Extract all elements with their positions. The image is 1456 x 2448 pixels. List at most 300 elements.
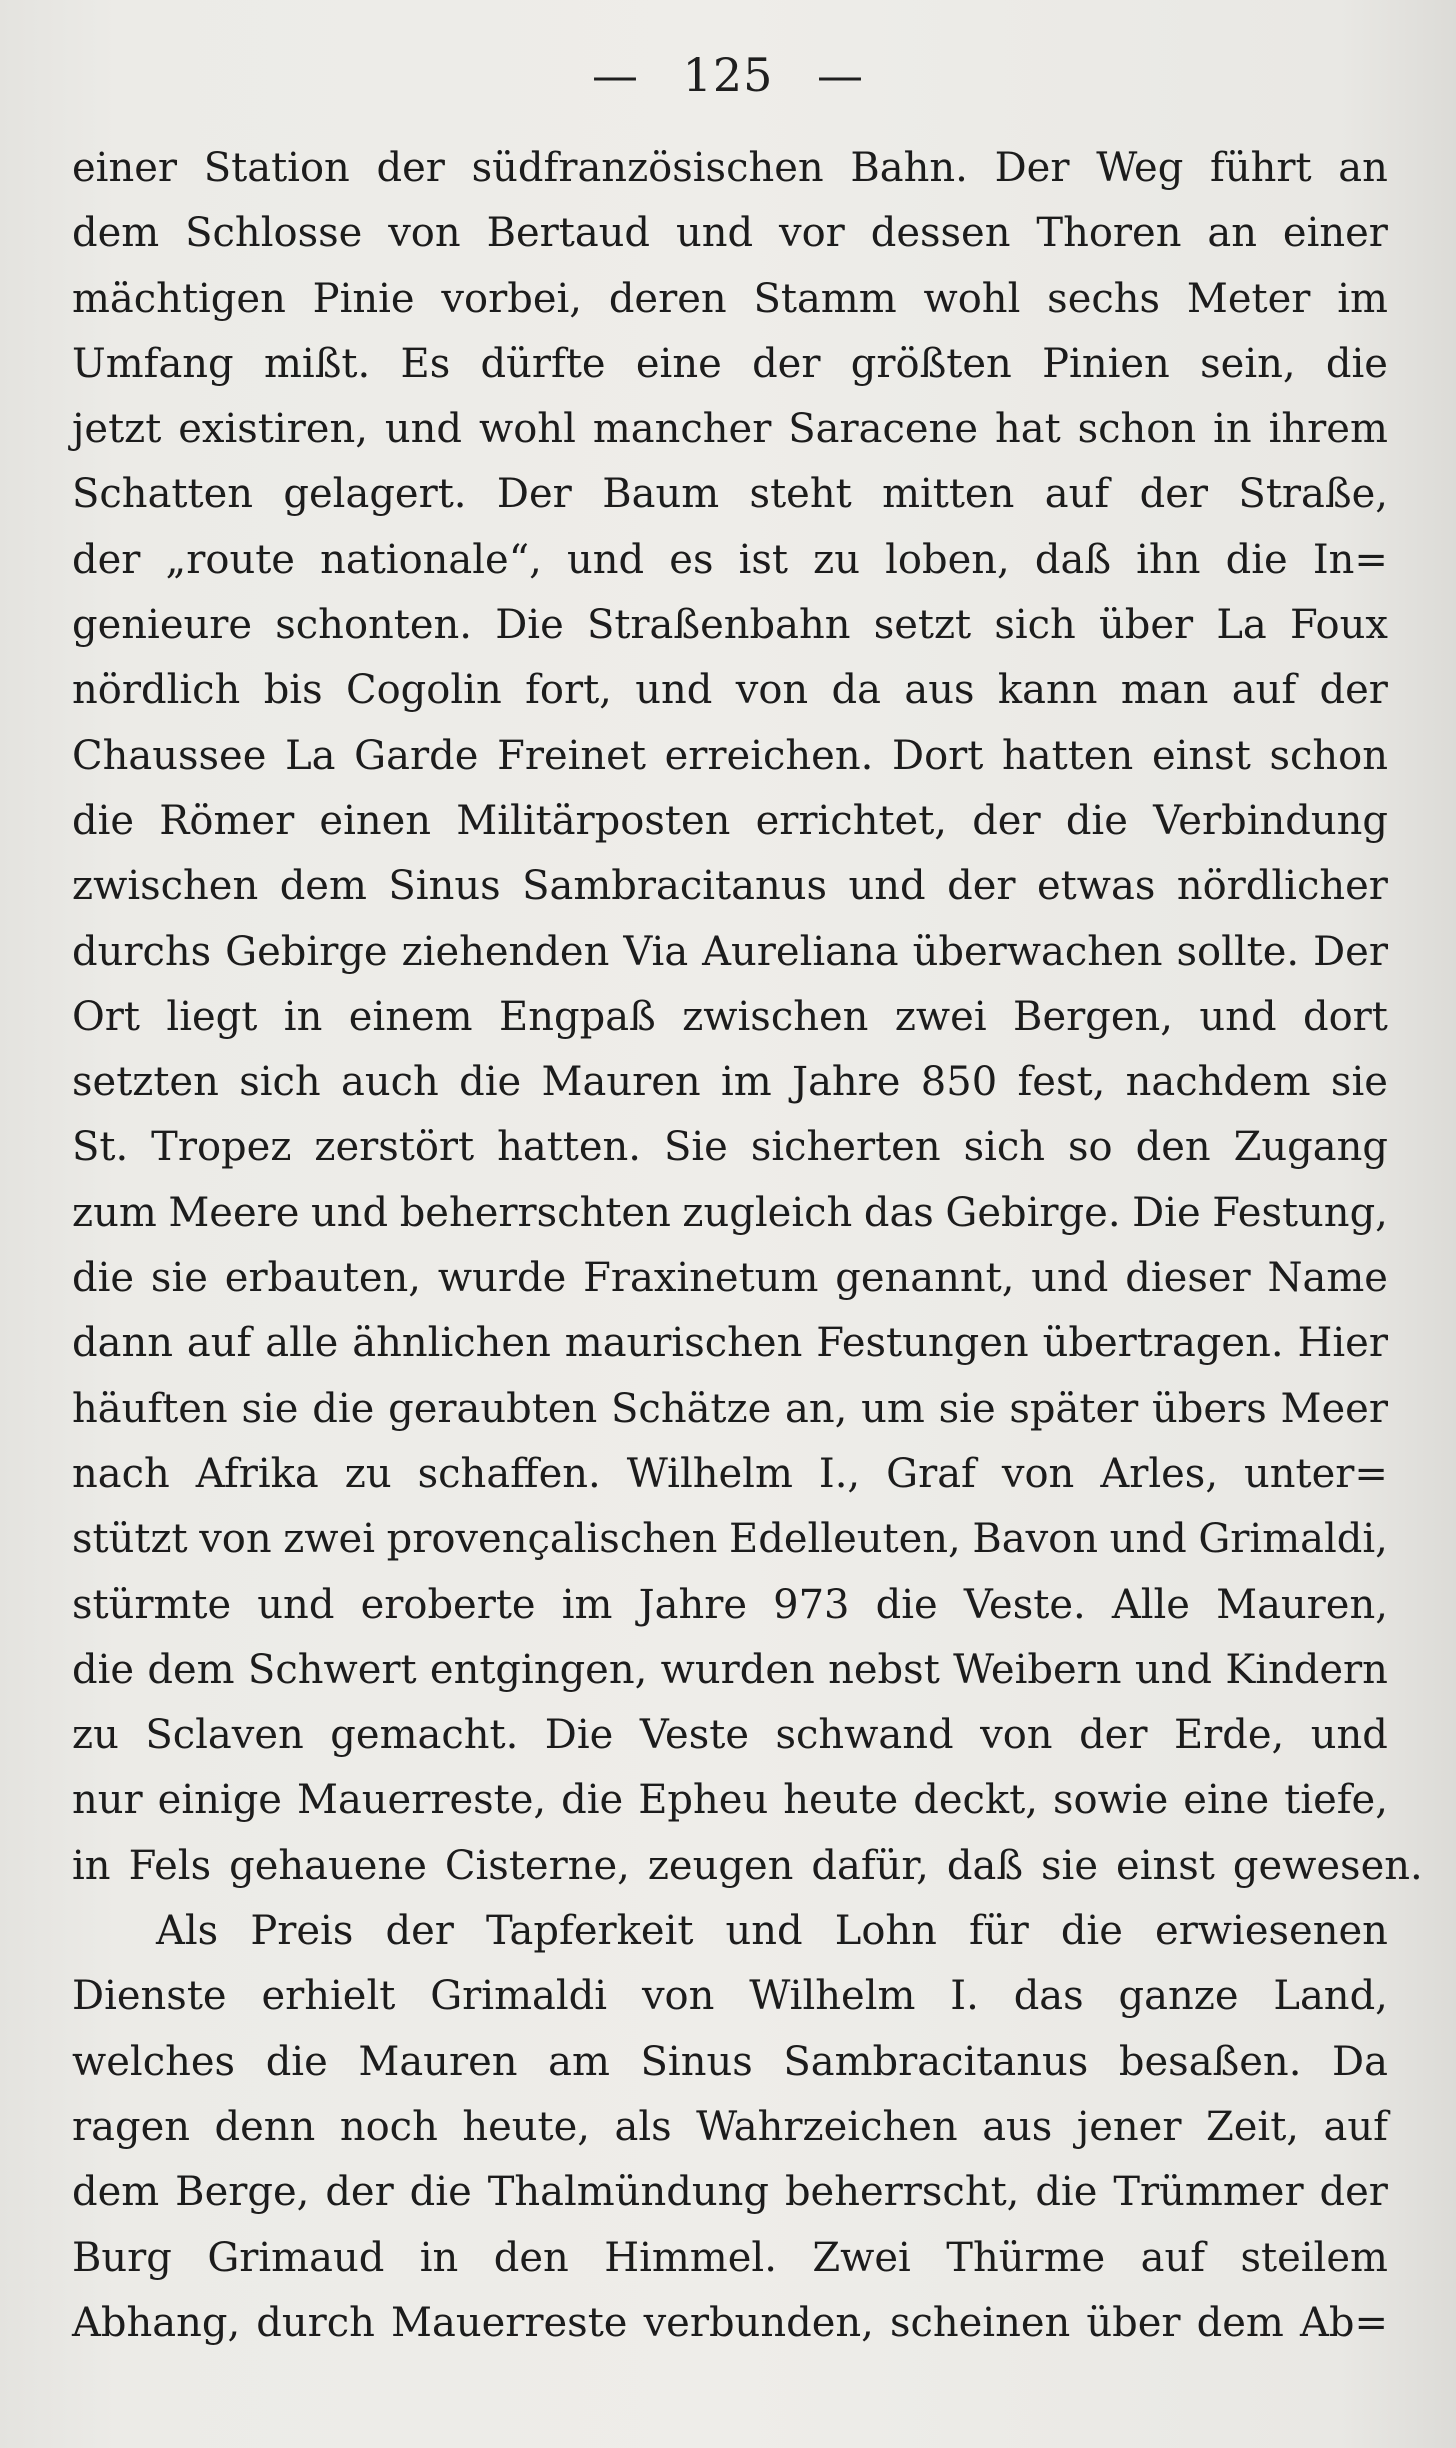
word: Militärposten bbox=[456, 797, 731, 844]
word: zu bbox=[344, 1450, 392, 1497]
word: Aureliana bbox=[702, 928, 899, 975]
page-number: 125 bbox=[682, 48, 774, 102]
word: Ort bbox=[72, 993, 140, 1040]
word: sein, bbox=[1200, 340, 1296, 387]
word: Grimaldi, bbox=[1198, 1516, 1388, 1563]
word: dem bbox=[147, 1646, 235, 1693]
word: verbunden, bbox=[643, 2299, 874, 2346]
text-line bbox=[72, 2036, 1388, 2101]
word: der bbox=[947, 863, 1016, 910]
word: stützt bbox=[72, 1516, 188, 1563]
word: Mauren, bbox=[1216, 1581, 1388, 1628]
word: sich bbox=[994, 602, 1076, 649]
word: die bbox=[72, 1646, 135, 1693]
word: die bbox=[1065, 797, 1128, 844]
word: deckt, bbox=[913, 1777, 1038, 1824]
word: mancher bbox=[592, 406, 772, 453]
word: „route bbox=[165, 536, 295, 583]
word: kann bbox=[997, 667, 1098, 714]
word: ziehenden bbox=[401, 928, 610, 975]
word: einst bbox=[1151, 732, 1251, 779]
word: Sie bbox=[663, 1124, 728, 1171]
word: durch bbox=[256, 2299, 375, 2346]
text-line bbox=[72, 664, 1388, 729]
word: heute, bbox=[462, 2103, 590, 2150]
word: mächtigen bbox=[72, 275, 286, 322]
word: zwischen bbox=[72, 863, 259, 910]
text-line bbox=[72, 860, 1388, 925]
word: auf bbox=[1140, 2234, 1206, 2281]
word: I., bbox=[818, 1450, 861, 1497]
word: die bbox=[459, 1059, 522, 1106]
word: gemacht. bbox=[330, 1712, 519, 1759]
word: Thoren bbox=[1036, 210, 1182, 257]
word: der bbox=[1139, 471, 1209, 518]
word: sich bbox=[963, 1124, 1046, 1171]
word: Schwert bbox=[247, 1646, 417, 1693]
text-line bbox=[72, 1644, 1388, 1709]
word: 973 bbox=[773, 1581, 850, 1628]
word: schwand bbox=[775, 1712, 954, 1759]
word: Pinien bbox=[1042, 340, 1170, 387]
text-line bbox=[72, 1121, 1388, 1186]
word: Gebirge bbox=[225, 928, 388, 975]
word: im bbox=[561, 1581, 613, 1628]
word: Die bbox=[495, 602, 564, 649]
word: dem bbox=[1196, 2299, 1284, 2346]
word: die bbox=[1325, 340, 1388, 387]
word: Jahre bbox=[638, 1581, 748, 1628]
word: Himmel. bbox=[604, 2234, 777, 2281]
word: die bbox=[1225, 536, 1288, 583]
word: eine bbox=[635, 340, 722, 387]
word: Sclaven bbox=[145, 1712, 304, 1759]
word: schon bbox=[1077, 406, 1197, 453]
word: der bbox=[325, 2169, 394, 2216]
word: auf bbox=[1323, 2103, 1388, 2150]
word: später bbox=[1009, 1385, 1139, 1432]
word: die bbox=[72, 797, 135, 844]
text-line bbox=[72, 1513, 1388, 1578]
word: in bbox=[72, 1842, 111, 1889]
word: an bbox=[1338, 145, 1388, 191]
word: besaßen. bbox=[1118, 2038, 1302, 2085]
word: Wilhelm bbox=[749, 1973, 916, 2020]
word: sie bbox=[241, 1385, 299, 1432]
word: Verbindung bbox=[1153, 797, 1388, 844]
word: die bbox=[875, 1581, 938, 1628]
word: nach bbox=[72, 1450, 170, 1497]
word: das bbox=[863, 1189, 934, 1236]
text-line bbox=[72, 1579, 1388, 1644]
word: Festungen bbox=[816, 1320, 1029, 1367]
word: Mauerreste bbox=[391, 2299, 628, 2346]
word: gewesen. bbox=[1232, 1842, 1423, 1889]
word: einer bbox=[1282, 210, 1388, 257]
word: steilem bbox=[1240, 2234, 1388, 2281]
word: den bbox=[1135, 1124, 1211, 1171]
word: von bbox=[980, 1712, 1053, 1759]
word: dem bbox=[72, 2169, 160, 2216]
word: bis bbox=[263, 667, 323, 714]
word: Schätze bbox=[611, 1385, 772, 1432]
word: von bbox=[641, 1973, 715, 2020]
word: und bbox=[1109, 1516, 1187, 1563]
word: etwas bbox=[1036, 863, 1156, 910]
word: stürmte bbox=[72, 1581, 232, 1628]
word: einen bbox=[319, 797, 432, 844]
word: Zugang bbox=[1233, 1124, 1388, 1171]
word: sechs bbox=[1047, 275, 1161, 322]
word: Freinet bbox=[497, 732, 646, 779]
word: Dienste bbox=[72, 1973, 227, 2020]
word: Cogolin bbox=[345, 667, 502, 714]
word: ihn bbox=[1136, 536, 1201, 583]
word: Die bbox=[1132, 1189, 1201, 1236]
word: Zeit, bbox=[1205, 2103, 1300, 2150]
word: Fraxinetum bbox=[583, 1255, 819, 1302]
word: übers bbox=[1152, 1385, 1267, 1432]
word: einige bbox=[157, 1777, 282, 1824]
word: Festung, bbox=[1212, 1189, 1388, 1236]
word: Berge, bbox=[175, 2169, 310, 2216]
word: ragen bbox=[72, 2103, 191, 2150]
text-line bbox=[72, 1709, 1388, 1774]
word: in bbox=[1213, 406, 1252, 453]
word: der bbox=[972, 797, 1041, 844]
word: Veste. bbox=[963, 1581, 1086, 1628]
word: und bbox=[725, 1908, 803, 1955]
word: Der bbox=[994, 145, 1070, 191]
header-dash-left: — bbox=[591, 48, 639, 102]
word: und bbox=[310, 1189, 389, 1236]
word: ganze bbox=[1118, 1973, 1239, 2020]
word: in bbox=[283, 993, 323, 1040]
word: und bbox=[567, 536, 645, 583]
word: Afrika bbox=[195, 1450, 319, 1497]
header-dash-right: — bbox=[817, 48, 865, 102]
word: da bbox=[831, 667, 881, 714]
word: hatten. bbox=[497, 1124, 641, 1171]
word: häuften bbox=[72, 1385, 228, 1432]
word: im bbox=[1337, 275, 1388, 322]
word: der bbox=[385, 1908, 454, 1955]
word: Fels bbox=[128, 1842, 212, 1889]
word: deren bbox=[608, 275, 727, 322]
word: einem bbox=[348, 993, 473, 1040]
word: Grimaud bbox=[207, 2234, 385, 2281]
text-line bbox=[72, 2297, 1388, 2362]
word: Da bbox=[1332, 2038, 1388, 2085]
word: hat bbox=[994, 406, 1061, 453]
text-line bbox=[72, 795, 1388, 860]
word: eroberte bbox=[360, 1581, 536, 1628]
word: Pinie bbox=[312, 275, 415, 322]
word: ähnlichen bbox=[352, 1320, 551, 1367]
word: durchs bbox=[72, 928, 212, 975]
word: Ab= bbox=[1299, 2299, 1388, 2346]
text-line bbox=[72, 1252, 1388, 1317]
word: maurischen bbox=[564, 1320, 803, 1367]
word: fort, bbox=[525, 667, 612, 714]
word: Alle bbox=[1111, 1581, 1190, 1628]
text-line bbox=[72, 468, 1388, 533]
word: Meer bbox=[1280, 1385, 1388, 1432]
word: zwischen bbox=[682, 993, 869, 1040]
word: Weg bbox=[1096, 145, 1184, 191]
word: wohl bbox=[923, 275, 1021, 322]
word: wurden bbox=[660, 1646, 815, 1693]
word: genieure bbox=[72, 602, 253, 649]
word: Name bbox=[1267, 1255, 1388, 1302]
word: Jahre bbox=[792, 1059, 901, 1106]
word: über bbox=[1086, 2299, 1181, 2346]
word: welches bbox=[72, 2038, 236, 2085]
word: Mauerreste, bbox=[296, 1777, 547, 1824]
word: überwachen bbox=[912, 928, 1163, 975]
word: und bbox=[1134, 1646, 1213, 1693]
word: 850 bbox=[920, 1059, 998, 1106]
word: einer bbox=[72, 145, 178, 191]
text-line bbox=[72, 1317, 1388, 1382]
text-line bbox=[72, 338, 1388, 403]
word: jetzt bbox=[72, 406, 162, 453]
word: beherrschten bbox=[399, 1189, 671, 1236]
word: die bbox=[1060, 1908, 1123, 1955]
page-header bbox=[0, 40, 1456, 110]
word: wurde bbox=[437, 1255, 567, 1302]
word: alle bbox=[265, 1320, 339, 1367]
word: zum bbox=[72, 1189, 157, 1236]
word: dem bbox=[279, 863, 367, 910]
word: Römer bbox=[159, 797, 295, 844]
word: Kindern bbox=[1225, 1646, 1388, 1693]
word: die bbox=[265, 2038, 328, 2085]
word: man bbox=[1120, 667, 1209, 714]
text-line bbox=[72, 207, 1388, 272]
word: Wahrzeichen bbox=[696, 2103, 958, 2150]
word: sollte. bbox=[1176, 928, 1300, 975]
word: Thalmündung bbox=[487, 2169, 769, 2216]
word: Bergen, bbox=[1013, 993, 1173, 1040]
word: Via bbox=[623, 928, 689, 975]
word: sie bbox=[1330, 1059, 1388, 1106]
word: denn bbox=[214, 2103, 316, 2150]
text-line bbox=[72, 1448, 1388, 1513]
word: Veste bbox=[639, 1712, 749, 1759]
word: der bbox=[376, 145, 445, 191]
word: für bbox=[969, 1908, 1029, 1955]
text-line bbox=[72, 2101, 1388, 2166]
body-text bbox=[72, 142, 1423, 2362]
text-line bbox=[72, 1056, 1388, 1121]
word: vorbei, bbox=[441, 275, 583, 322]
word: Station bbox=[203, 145, 350, 191]
word: Stamm bbox=[753, 275, 897, 322]
word: Schatten bbox=[72, 471, 253, 518]
word: Bertaud bbox=[486, 210, 651, 257]
word: Straßenbahn bbox=[586, 602, 851, 649]
word: Land, bbox=[1273, 1973, 1388, 2020]
word: im bbox=[720, 1059, 772, 1106]
word: dort bbox=[1302, 993, 1388, 1040]
word: Weibern bbox=[953, 1646, 1122, 1693]
word: auf bbox=[1231, 667, 1297, 714]
word: Tropez bbox=[151, 1124, 292, 1171]
word: Garde bbox=[354, 732, 479, 779]
word: der bbox=[1319, 2169, 1388, 2216]
word: dessen bbox=[870, 210, 1011, 257]
text-line bbox=[72, 1383, 1388, 1448]
word: erhielt bbox=[261, 1973, 396, 2020]
word: Schlosse bbox=[185, 210, 363, 257]
word: daß bbox=[1034, 536, 1112, 583]
text-line bbox=[72, 730, 1388, 795]
word: Cisterne, bbox=[444, 1842, 630, 1889]
word: fest, bbox=[1017, 1059, 1106, 1106]
word: dürfte bbox=[480, 340, 606, 387]
word: nördlicher bbox=[1176, 863, 1388, 910]
word: mißt. bbox=[263, 340, 371, 387]
word: zu bbox=[72, 1712, 119, 1759]
text-line bbox=[72, 1905, 1388, 1970]
word: erreichen. bbox=[664, 732, 874, 779]
word: In= bbox=[1312, 536, 1388, 583]
text-line bbox=[72, 1840, 1423, 1905]
word: existiren, bbox=[178, 406, 368, 453]
word: noch bbox=[339, 2103, 438, 2150]
word: vor bbox=[779, 210, 845, 257]
word: setzten bbox=[72, 1059, 219, 1106]
word: von bbox=[735, 667, 809, 714]
word: liegt bbox=[166, 993, 258, 1040]
word: Als bbox=[156, 1908, 219, 1955]
text-line bbox=[72, 1187, 1388, 1252]
text-line bbox=[72, 2166, 1388, 2231]
word: zwei bbox=[283, 1516, 376, 1563]
word: Die bbox=[544, 1712, 614, 1759]
text-line bbox=[72, 2232, 1388, 2297]
word: führt bbox=[1210, 145, 1312, 191]
word: nachdem bbox=[1125, 1059, 1311, 1106]
word: den bbox=[493, 2234, 569, 2281]
word: der bbox=[752, 340, 821, 387]
word: nebst bbox=[828, 1646, 940, 1693]
word: übertragen. bbox=[1042, 1320, 1284, 1367]
word: an, bbox=[785, 1385, 848, 1432]
word: tiefe, bbox=[1284, 1777, 1388, 1824]
word: wohl bbox=[478, 406, 576, 453]
word: schaffen. bbox=[417, 1450, 601, 1497]
word: Arles, bbox=[1100, 1450, 1219, 1497]
word: sicherten bbox=[750, 1124, 941, 1171]
word: südfranzösischen bbox=[471, 145, 824, 191]
word: Saracene bbox=[788, 406, 978, 453]
word: am bbox=[548, 2038, 610, 2085]
text-line bbox=[72, 926, 1388, 991]
word: und bbox=[1031, 1255, 1109, 1302]
word: Preis bbox=[250, 1908, 354, 1955]
word: Bavon bbox=[972, 1516, 1099, 1563]
word: La bbox=[1216, 602, 1267, 649]
word: Straße, bbox=[1238, 471, 1388, 518]
word: zerstört bbox=[314, 1124, 475, 1171]
word: in bbox=[419, 2234, 459, 2281]
word: St. bbox=[72, 1124, 129, 1171]
word: Epheu bbox=[638, 1777, 769, 1824]
word: Der bbox=[496, 471, 572, 518]
word: Trümmer bbox=[1113, 2169, 1304, 2216]
word: und bbox=[384, 406, 463, 453]
word: scheinen bbox=[889, 2299, 1071, 2346]
word: die bbox=[561, 1777, 624, 1824]
word: und bbox=[257, 1581, 335, 1628]
text-line bbox=[72, 273, 1388, 338]
word: Sambracitanus bbox=[522, 863, 828, 910]
word: Bahn. bbox=[850, 145, 968, 191]
word: Sambracitanus bbox=[783, 2038, 1089, 2085]
word: von bbox=[388, 210, 461, 257]
text-line bbox=[72, 991, 1388, 1056]
word: Thürme bbox=[946, 2234, 1106, 2281]
word: jener bbox=[1076, 2103, 1182, 2150]
word: und bbox=[675, 210, 754, 257]
word: provençalischen bbox=[386, 1516, 718, 1563]
word: zu bbox=[813, 536, 860, 583]
word: auf bbox=[1044, 471, 1110, 518]
word: Engpaß bbox=[499, 993, 656, 1040]
word: sie bbox=[938, 1385, 996, 1432]
word: mitten bbox=[882, 471, 1015, 518]
word: Erde, bbox=[1173, 1712, 1285, 1759]
word: aus bbox=[904, 667, 975, 714]
word: nationale“, bbox=[320, 536, 542, 583]
word: die bbox=[1035, 2169, 1098, 2216]
word: I. bbox=[950, 1973, 979, 2020]
word: Sinus bbox=[388, 863, 501, 910]
word: Meter bbox=[1186, 275, 1311, 322]
word: dieser bbox=[1125, 1255, 1251, 1302]
word: Der bbox=[1313, 928, 1388, 975]
word: hatten bbox=[1002, 732, 1134, 779]
word: Hier bbox=[1297, 1320, 1388, 1367]
word: und bbox=[1199, 993, 1277, 1040]
text-line bbox=[72, 142, 1388, 207]
word: Mauren bbox=[358, 2038, 518, 2085]
word: erwiesenen bbox=[1155, 1908, 1388, 1955]
word: an bbox=[1207, 210, 1257, 257]
word: und bbox=[635, 667, 713, 714]
word: sie bbox=[150, 1255, 208, 1302]
word: aus bbox=[982, 2103, 1053, 2150]
word: so bbox=[1068, 1124, 1113, 1171]
word: nördlich bbox=[72, 667, 241, 714]
word: die bbox=[72, 1255, 135, 1302]
word: Meere bbox=[168, 1189, 300, 1236]
word: dann bbox=[72, 1320, 173, 1367]
word: Tapferkeit bbox=[485, 1908, 694, 1955]
word: als bbox=[614, 2103, 672, 2150]
word: sowie bbox=[1052, 1777, 1169, 1824]
word: Lohn bbox=[834, 1908, 937, 1955]
word: loben, bbox=[885, 536, 1010, 583]
word: zeugen bbox=[647, 1842, 794, 1889]
word: Zwei bbox=[812, 2234, 911, 2281]
word: der bbox=[1319, 667, 1388, 714]
word: sich bbox=[239, 1059, 321, 1106]
word: und bbox=[1310, 1712, 1388, 1759]
word: zwei bbox=[894, 993, 987, 1040]
